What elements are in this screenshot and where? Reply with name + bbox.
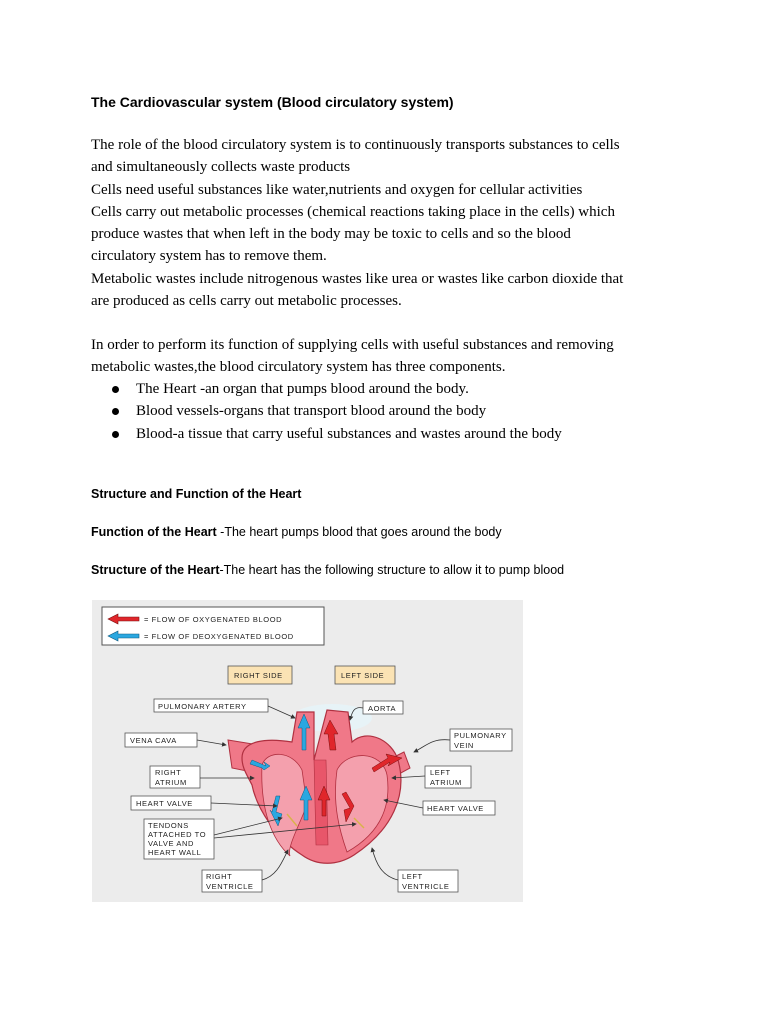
label-left-ventricle-2: VENTRICLE bbox=[402, 882, 450, 891]
label-tendons-2: ATTACHED TO bbox=[148, 830, 207, 839]
label-left-ventricle-1: LEFT bbox=[402, 872, 423, 881]
label-left-atrium-1: LEFT bbox=[430, 768, 451, 777]
paragraph-line: Metabolic wastes include nitrogenous wastes like urea or wastes like carbon dioxide that bbox=[91, 270, 624, 287]
legend bbox=[102, 607, 324, 645]
paragraph-line: Cells carry out metabolic processes (chemical reactions taking place in the cells) which bbox=[91, 203, 615, 220]
label-pulmonary-artery: PULMONARY ARTERY bbox=[158, 702, 247, 711]
heart-illustration bbox=[228, 704, 410, 863]
label-heart-valve-right: HEART VALVE bbox=[136, 799, 193, 808]
paragraph-line: metabolic wastes,the blood circulatory system has three components. bbox=[91, 359, 506, 376]
label-tendons-3: VALVE AND bbox=[148, 839, 194, 848]
component-list bbox=[112, 378, 562, 445]
section-heading: Structure and Function of the Heart bbox=[91, 487, 302, 501]
legend-oxygenated: = FLOW OF OXYGENATED BLOOD bbox=[144, 615, 283, 624]
right-side-label: RIGHT SIDE bbox=[234, 671, 283, 680]
list-item: The Heart -an organ that pumps blood around the body. bbox=[112, 378, 562, 400]
label-left-atrium-2: ATRIUM bbox=[430, 778, 462, 787]
label-pulmonary-vein-1: PULMONARY bbox=[454, 731, 507, 740]
structure-label: Structure of the Heart bbox=[91, 563, 220, 577]
function-text: -The heart pumps blood that goes around the body bbox=[216, 525, 502, 539]
paragraph-line: and simultaneously collects waste products bbox=[91, 159, 351, 176]
legend-deoxygenated: = FLOW OF DEOXYGENATED BLOOD bbox=[144, 632, 294, 641]
label-aorta: AORTA bbox=[368, 704, 397, 713]
left-side-label: LEFT SIDE bbox=[341, 671, 385, 680]
structure-line bbox=[91, 563, 564, 577]
label-right-atrium-1: RIGHT bbox=[155, 768, 182, 777]
paragraph-line: The role of the blood circulatory system is to continuously transports substances to cells bbox=[91, 137, 620, 153]
list-item: Blood vessels-organs that transport blood around the body bbox=[112, 400, 562, 422]
label-pulmonary-vein-2: VEIN bbox=[454, 741, 474, 750]
label-heart-valve-left: HEART VALVE bbox=[427, 804, 484, 813]
paragraph-line: In order to perform its function of supplying cells with useful substances and removing bbox=[91, 337, 614, 353]
list-item: Blood-a tissue that carry useful substances and wastes around the body bbox=[112, 423, 562, 445]
label-vena-cava: VENA CAVA bbox=[130, 736, 177, 745]
label-right-ventricle-1: RIGHT bbox=[206, 872, 233, 881]
function-label: Function of the Heart bbox=[91, 525, 217, 539]
heart-diagram bbox=[92, 600, 523, 902]
paragraph-line: are produced as cells carry out metabolic processes. bbox=[91, 293, 402, 310]
function-line bbox=[91, 525, 502, 539]
label-tendons-4: HEART WALL bbox=[148, 848, 202, 857]
paragraph-components bbox=[91, 334, 691, 379]
label-right-atrium-2: ATRIUM bbox=[155, 778, 187, 787]
page-title: The Cardiovascular system (Blood circulatory system) bbox=[91, 94, 454, 110]
structure-text: -The heart has the following structure to allow it to pump blood bbox=[219, 563, 565, 577]
paragraph-role bbox=[91, 134, 691, 312]
paragraph-line: circulatory system has to remove them. bbox=[91, 248, 327, 265]
paragraph-line: produce wastes that when left in the body may be toxic to cells and so the blood bbox=[91, 226, 571, 243]
label-tendons-1: TENDONS bbox=[148, 821, 189, 830]
label-right-ventricle-2: VENTRICLE bbox=[206, 882, 254, 891]
heart-diagram-svg bbox=[92, 600, 523, 902]
paragraph-line: Cells need useful substances like water,nutrients and oxygen for cellular activities bbox=[91, 181, 583, 198]
